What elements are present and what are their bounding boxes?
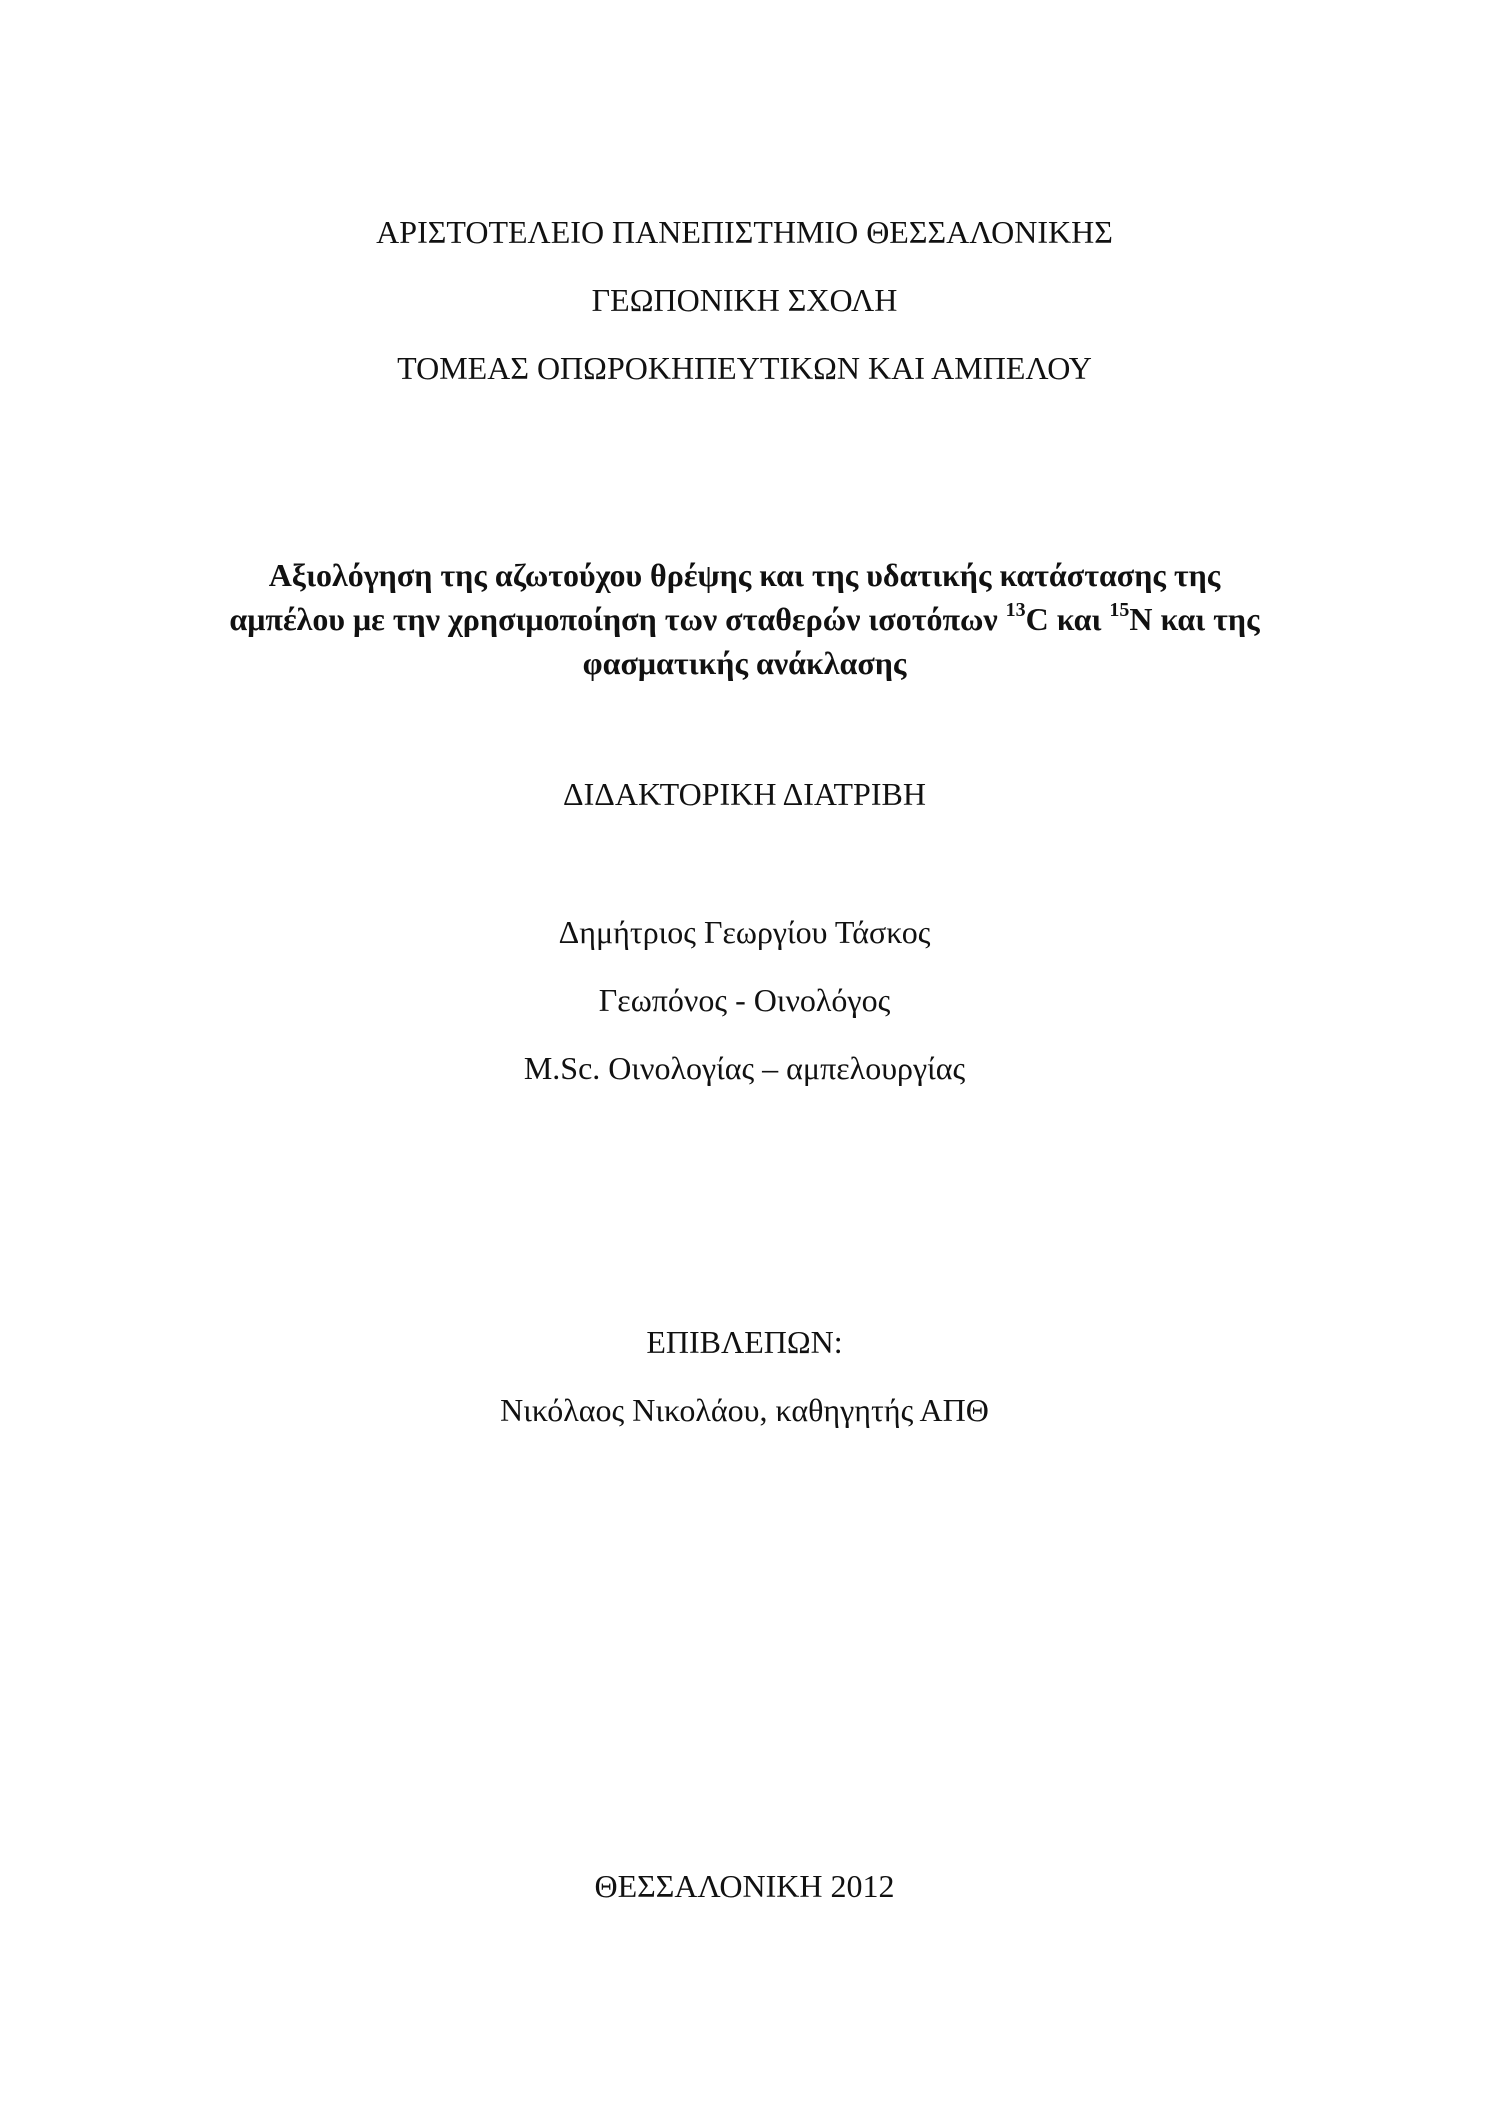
- thesis-title-line-2: [0, 597, 1489, 641]
- isotope-nitrogen-symbol: N: [1129, 601, 1153, 637]
- department-name: ΤΟΜΕΑΣ ΟΠΩΡΟΚΗΠΕΥΤΙΚΩΝ ΚΑΙ ΑΜΠΕΛΟΥ: [397, 350, 1092, 386]
- thesis-title-line-1: Αξιολόγηση της αζωτούχου θρέψης και της υδατικής κατάστασης της: [268, 557, 1221, 593]
- supervisor-label: ΕΠΙΒΛΕΠΩΝ:: [646, 1324, 843, 1360]
- supervisor-name: Νικόλαος Νικολάου, καθηγητής ΑΠΘ: [500, 1392, 989, 1428]
- university-name: ΑΡΙΣΤΟΤΕΛΕΙΟ ΠΑΝΕΠΙΣΤΗΜΙΟ ΘΕΣΣΑΛΟΝΙΚΗΣ: [376, 214, 1113, 250]
- thesis-type: ΔΙΔΑΚΤΟΡΙΚΗ ΔΙΑΤΡΙΒΗ: [563, 776, 926, 812]
- isotope-nitrogen-mass: 15: [1109, 599, 1130, 622]
- author-profession: Γεωπόνος - Οινολόγος: [598, 982, 891, 1018]
- thesis-title-line-3: φασματικής ανάκλασης: [582, 645, 907, 681]
- thesis-title: [0, 553, 1489, 685]
- thesis-title-line-2-end: και της: [1152, 601, 1260, 637]
- author-name: Δημήτριος Γεωργίου Τάσκος: [558, 914, 931, 950]
- author-degree: M.Sc. Οινολογίας – αμπελουργίας: [523, 1050, 966, 1086]
- thesis-title-line-2-start: αμπέλου με την χρησιμοποίηση των σταθερών ισοτόπων: [229, 601, 1006, 637]
- isotope-carbon-mass: 13: [1005, 599, 1026, 622]
- thesis-title-line-2-middle: και: [1048, 601, 1110, 637]
- isotope-carbon-symbol: C: [1025, 601, 1049, 637]
- school-name: ΓΕΩΠΟΝΙΚΗ ΣΧΟΛΗ: [591, 282, 898, 318]
- place-and-year: ΘΕΣΣΑΛΟΝΙΚΗ 2012: [594, 1868, 895, 1904]
